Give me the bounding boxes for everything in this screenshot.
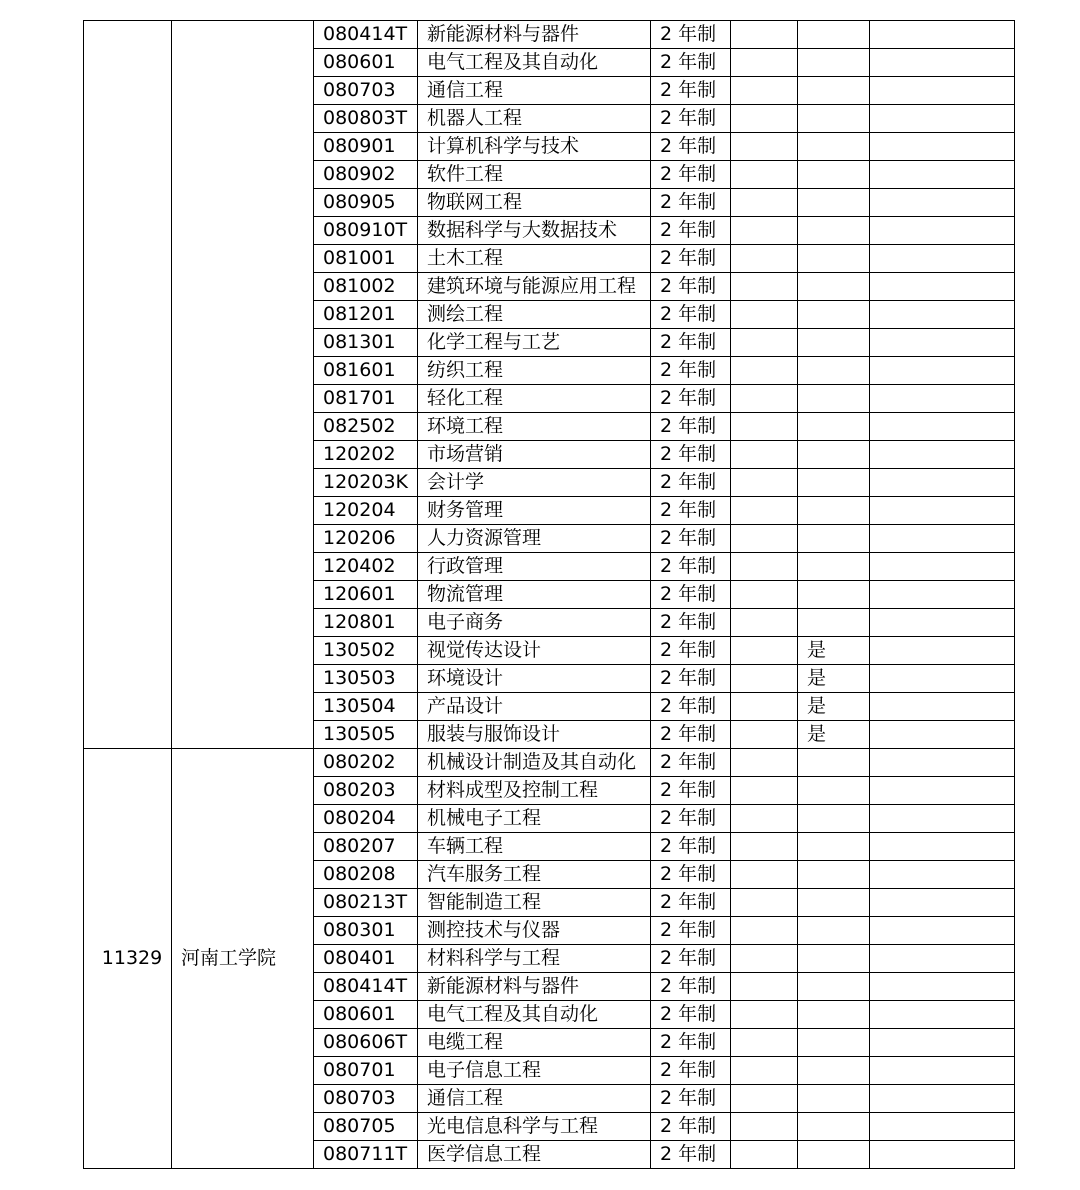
major-name-cell: 电子商务 [418,609,651,637]
blank-cell [731,301,798,329]
blank-cell [731,133,798,161]
major-name-cell: 测绘工程 [418,301,651,329]
flag-cell: 是 [798,721,870,749]
major-name-cell: 电缆工程 [418,1029,651,1057]
duration-cell: 2 年制 [651,861,731,889]
major-name-cell: 光电信息科学与工程 [418,1113,651,1141]
major-code-cell: 120202 [314,441,418,469]
flag-cell [798,749,870,777]
duration-cell: 2 年制 [651,1085,731,1113]
duration-cell: 2 年制 [651,833,731,861]
major-code-cell: 081301 [314,329,418,357]
major-name-cell: 机器人工程 [418,105,651,133]
blank-cell [731,189,798,217]
major-name-cell: 机械电子工程 [418,805,651,833]
duration-cell: 2 年制 [651,609,731,637]
major-code-cell: 080401 [314,945,418,973]
blank-cell [731,973,798,1001]
major-code-cell: 080711T [314,1141,418,1169]
blank-cell [731,1113,798,1141]
major-code-cell: 080202 [314,749,418,777]
blank-cell [870,693,1015,721]
major-name-cell: 机械设计制造及其自动化 [418,749,651,777]
major-name-cell: 智能制造工程 [418,889,651,917]
flag-cell [798,805,870,833]
flag-cell: 是 [798,665,870,693]
blank-cell [731,77,798,105]
flag-cell [798,1113,870,1141]
blank-cell [870,133,1015,161]
flag-cell [798,189,870,217]
major-name-cell: 新能源材料与器件 [418,973,651,1001]
major-code-cell: 080301 [314,917,418,945]
duration-cell: 2 年制 [651,525,731,553]
flag-cell [798,133,870,161]
duration-cell: 2 年制 [651,889,731,917]
blank-cell [870,721,1015,749]
blank-cell [731,917,798,945]
major-name-cell: 土木工程 [418,245,651,273]
blank-cell [870,441,1015,469]
blank-cell [870,665,1015,693]
major-name-cell: 软件工程 [418,161,651,189]
blank-cell [870,469,1015,497]
blank-cell [731,273,798,301]
major-name-cell: 电子信息工程 [418,1057,651,1085]
blank-cell [870,581,1015,609]
major-code-cell: 080203 [314,777,418,805]
blank-cell [731,497,798,525]
major-name-cell: 产品设计 [418,693,651,721]
blank-cell [731,749,798,777]
duration-cell: 2 年制 [651,77,731,105]
major-code-cell: 080905 [314,189,418,217]
school-code-cell: 11329 [84,749,172,1169]
blank-cell [731,245,798,273]
major-code-cell: 120204 [314,497,418,525]
major-name-cell: 计算机科学与技术 [418,133,651,161]
blank-cell [870,357,1015,385]
major-name-cell: 汽车服务工程 [418,861,651,889]
duration-cell: 2 年制 [651,469,731,497]
duration-cell: 2 年制 [651,917,731,945]
blank-cell [731,721,798,749]
blank-cell [731,665,798,693]
duration-cell: 2 年制 [651,385,731,413]
duration-cell: 2 年制 [651,189,731,217]
blank-cell [870,217,1015,245]
flag-cell [798,1141,870,1169]
flag-cell [798,245,870,273]
blank-cell [731,889,798,917]
blank-cell [870,245,1015,273]
blank-cell [731,1057,798,1085]
major-code-cell: 080207 [314,833,418,861]
major-code-cell: 080606T [314,1029,418,1057]
blank-cell [870,833,1015,861]
duration-cell: 2 年制 [651,945,731,973]
blank-cell [731,1029,798,1057]
blank-cell [870,21,1015,49]
blank-cell [731,525,798,553]
major-name-cell: 测控技术与仪器 [418,917,651,945]
blank-cell [731,637,798,665]
flag-cell [798,105,870,133]
major-name-cell: 服装与服饰设计 [418,721,651,749]
blank-cell [870,637,1015,665]
major-name-cell: 环境设计 [418,665,651,693]
major-code-cell: 081002 [314,273,418,301]
duration-cell: 2 年制 [651,1029,731,1057]
duration-cell: 2 年制 [651,581,731,609]
flag-cell [798,21,870,49]
major-name-cell: 新能源材料与器件 [418,21,651,49]
flag-cell [798,777,870,805]
duration-cell: 2 年制 [651,805,731,833]
blank-cell [870,553,1015,581]
flag-cell [798,581,870,609]
major-name-cell: 材料科学与工程 [418,945,651,973]
blank-cell [870,945,1015,973]
blank-cell [731,553,798,581]
duration-cell: 2 年制 [651,105,731,133]
duration-cell: 2 年制 [651,329,731,357]
major-code-cell: 120203K [314,469,418,497]
flag-cell [798,301,870,329]
flag-cell [798,1001,870,1029]
major-code-cell: 130504 [314,693,418,721]
blank-cell [731,441,798,469]
major-code-cell: 120402 [314,553,418,581]
duration-cell: 2 年制 [651,413,731,441]
major-name-cell: 车辆工程 [418,833,651,861]
major-name-cell: 行政管理 [418,553,651,581]
blank-cell [870,189,1015,217]
duration-cell: 2 年制 [651,665,731,693]
duration-cell: 2 年制 [651,553,731,581]
duration-cell: 2 年制 [651,357,731,385]
blank-cell [870,805,1015,833]
blank-cell [870,1001,1015,1029]
flag-cell [798,945,870,973]
duration-cell: 2 年制 [651,133,731,161]
duration-cell: 2 年制 [651,637,731,665]
duration-cell: 2 年制 [651,721,731,749]
blank-cell [870,161,1015,189]
blank-cell [731,1001,798,1029]
blank-cell [731,105,798,133]
major-name-cell: 视觉传达设计 [418,637,651,665]
blank-cell [870,273,1015,301]
blank-cell [870,749,1015,777]
major-code-cell: 080910T [314,217,418,245]
duration-cell: 2 年制 [651,777,731,805]
major-code-cell: 080208 [314,861,418,889]
blank-cell [731,161,798,189]
blank-cell [731,413,798,441]
duration-cell: 2 年制 [651,49,731,77]
blank-cell [731,805,798,833]
blank-cell [870,609,1015,637]
blank-cell [870,777,1015,805]
major-code-cell: 081701 [314,385,418,413]
flag-cell [798,525,870,553]
blank-cell [731,385,798,413]
flag-cell [798,469,870,497]
major-name-cell: 医学信息工程 [418,1141,651,1169]
blank-cell [870,917,1015,945]
school-code-cell [84,21,172,749]
blank-cell [870,385,1015,413]
major-name-cell: 物联网工程 [418,189,651,217]
flag-cell [798,553,870,581]
major-code-cell: 080705 [314,1113,418,1141]
major-name-cell: 环境工程 [418,413,651,441]
blank-cell [731,1141,798,1169]
flag-cell [798,385,870,413]
blank-cell [870,413,1015,441]
major-name-cell: 材料成型及控制工程 [418,777,651,805]
blank-cell [870,301,1015,329]
blank-cell [731,833,798,861]
blank-cell [731,861,798,889]
major-code-cell: 080213T [314,889,418,917]
flag-cell [798,1029,870,1057]
major-name-cell: 数据科学与大数据技术 [418,217,651,245]
major-code-cell: 120601 [314,581,418,609]
duration-cell: 2 年制 [651,1057,731,1085]
major-name-cell: 电气工程及其自动化 [418,1001,651,1029]
table-row [84,749,1015,777]
blank-cell [870,329,1015,357]
flag-cell: 是 [798,693,870,721]
major-code-cell: 080703 [314,77,418,105]
major-code-cell: 080414T [314,973,418,1001]
flag-cell [798,77,870,105]
duration-cell: 2 年制 [651,441,731,469]
flag-cell [798,329,870,357]
blank-cell [731,693,798,721]
duration-cell: 2 年制 [651,973,731,1001]
flag-cell [798,1057,870,1085]
flag-cell [798,609,870,637]
table-row [84,21,1015,49]
major-code-cell: 080414T [314,21,418,49]
major-code-cell: 080601 [314,1001,418,1029]
blank-cell [731,1085,798,1113]
major-name-cell: 通信工程 [418,1085,651,1113]
major-code-cell: 080703 [314,1085,418,1113]
flag-cell: 是 [798,637,870,665]
duration-cell: 2 年制 [651,161,731,189]
flag-cell [798,497,870,525]
flag-cell [798,973,870,1001]
majors-table [83,20,1015,1169]
major-name-cell: 人力资源管理 [418,525,651,553]
blank-cell [731,945,798,973]
table-body [84,21,1015,1169]
major-code-cell: 080803T [314,105,418,133]
blank-cell [870,49,1015,77]
major-code-cell: 080901 [314,133,418,161]
major-name-cell: 市场营销 [418,441,651,469]
duration-cell: 2 年制 [651,1113,731,1141]
flag-cell [798,917,870,945]
duration-cell: 2 年制 [651,245,731,273]
major-name-cell: 纺织工程 [418,357,651,385]
duration-cell: 2 年制 [651,1001,731,1029]
duration-cell: 2 年制 [651,497,731,525]
blank-cell [870,1029,1015,1057]
flag-cell [798,49,870,77]
flag-cell [798,413,870,441]
duration-cell: 2 年制 [651,21,731,49]
blank-cell [870,889,1015,917]
major-code-cell: 081001 [314,245,418,273]
duration-cell: 2 年制 [651,1141,731,1169]
blank-cell [731,357,798,385]
blank-cell [731,21,798,49]
major-code-cell: 080701 [314,1057,418,1085]
duration-cell: 2 年制 [651,301,731,329]
blank-cell [870,973,1015,1001]
blank-cell [870,105,1015,133]
major-code-cell: 081201 [314,301,418,329]
major-name-cell: 建筑环境与能源应用工程 [418,273,651,301]
major-name-cell: 电气工程及其自动化 [418,49,651,77]
school-name-cell: 河南工学院 [172,749,314,1169]
major-code-cell: 080902 [314,161,418,189]
major-code-cell: 130505 [314,721,418,749]
flag-cell [798,889,870,917]
duration-cell: 2 年制 [651,217,731,245]
blank-cell [731,777,798,805]
major-name-cell: 轻化工程 [418,385,651,413]
flag-cell [798,861,870,889]
duration-cell: 2 年制 [651,749,731,777]
blank-cell [731,469,798,497]
flag-cell [798,273,870,301]
blank-cell [870,525,1015,553]
flag-cell [798,1085,870,1113]
major-code-cell: 081601 [314,357,418,385]
flag-cell [798,161,870,189]
blank-cell [870,861,1015,889]
flag-cell [798,833,870,861]
duration-cell: 2 年制 [651,273,731,301]
major-name-cell: 会计学 [418,469,651,497]
blank-cell [731,581,798,609]
blank-cell [731,609,798,637]
school-name-cell [172,21,314,749]
blank-cell [731,49,798,77]
major-name-cell: 化学工程与工艺 [418,329,651,357]
blank-cell [731,329,798,357]
major-name-cell: 物流管理 [418,581,651,609]
blank-cell [870,1057,1015,1085]
blank-cell [731,217,798,245]
major-code-cell: 130502 [314,637,418,665]
blank-cell [870,1085,1015,1113]
blank-cell [870,1141,1015,1169]
flag-cell [798,441,870,469]
major-code-cell: 120206 [314,525,418,553]
major-name-cell: 通信工程 [418,77,651,105]
major-code-cell: 130503 [314,665,418,693]
major-code-cell: 120801 [314,609,418,637]
major-code-cell: 080601 [314,49,418,77]
blank-cell [870,77,1015,105]
duration-cell: 2 年制 [651,693,731,721]
major-code-cell: 082502 [314,413,418,441]
blank-cell [870,1113,1015,1141]
major-code-cell: 080204 [314,805,418,833]
major-name-cell: 财务管理 [418,497,651,525]
blank-cell [870,497,1015,525]
flag-cell [798,217,870,245]
flag-cell [798,357,870,385]
